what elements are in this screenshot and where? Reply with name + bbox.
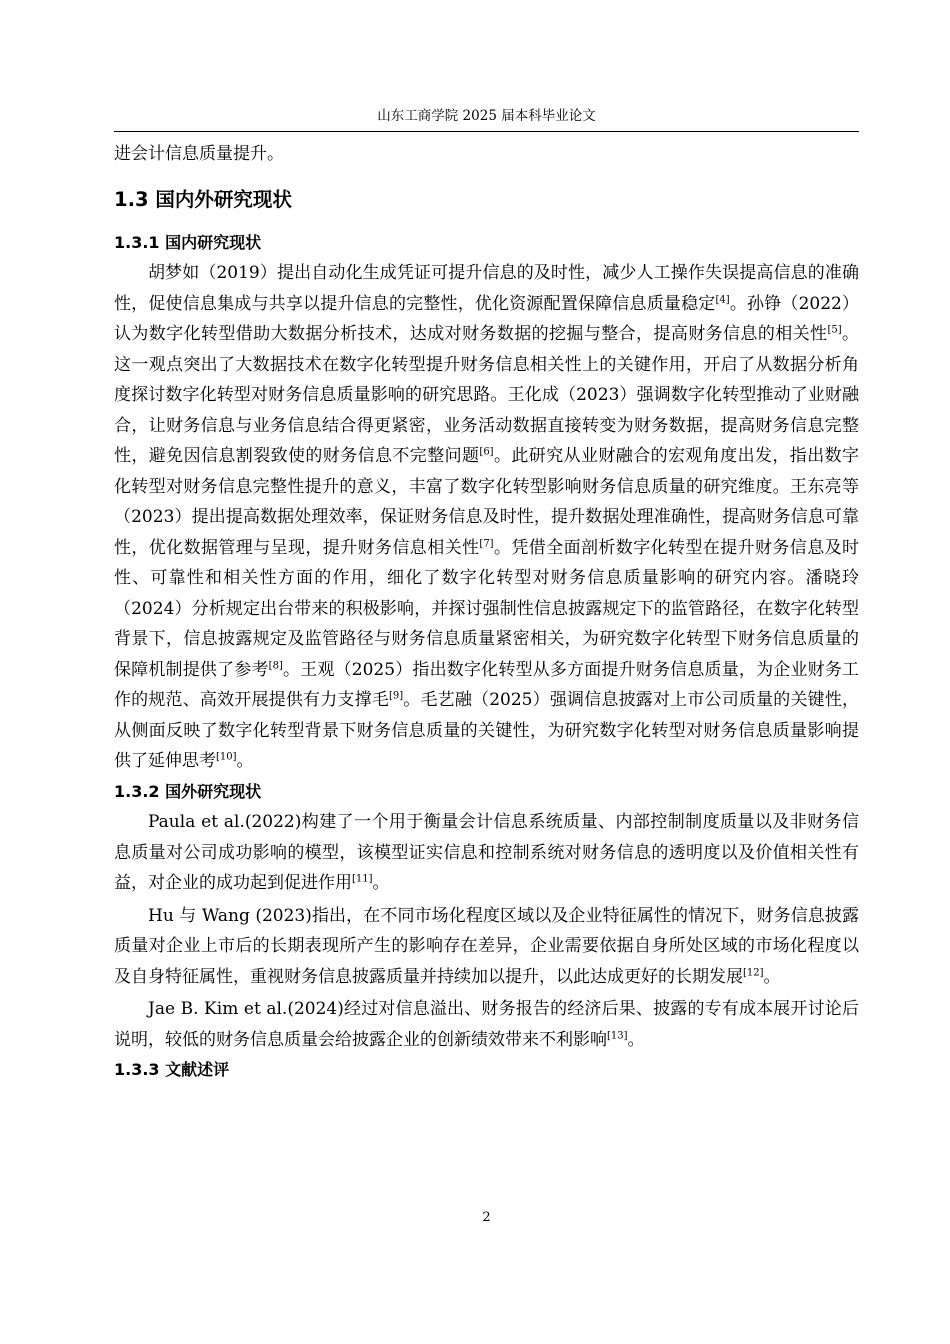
section-heading: 1.3 国内外研究现状 (114, 187, 292, 211)
page-number: 2 (482, 1210, 491, 1225)
text-run: 。毛艺融（2025）强调信息披露对上市公司质量的关键性，从侧面反映了数字化转型背景下财务信息质量的关键性，为研究数字化转型对财务信息质量影响提供了延伸思考 (114, 690, 859, 771)
text-run: 。此研究从业财融合的宏观角度出发，指出数字化转型对财务信息完整性提升的意义，丰富了数字化转型影响财务信息质量的研究维度。王东亮等（2023）提出提高数据处理效率，保证财务信息及时性，提升数据处理准确性，提高财务信息可靠性，优化数据管理与呈现，提升财务信息相关性 (114, 446, 860, 558)
citation-13: [13] (607, 1029, 628, 1041)
domestic-heading: 1.3.1 国内研究现状 (114, 232, 262, 252)
citation-10: [10] (216, 751, 237, 763)
review-heading: 1.3.3 文献述评 (114, 1060, 230, 1079)
citation-5: [5] (827, 324, 842, 336)
foreign-heading: 1.3.2 国外研究现状 (114, 781, 262, 801)
citation-4: [4] (715, 293, 730, 305)
text-run: 。 (236, 751, 254, 771)
kim-paragraph (114, 994, 859, 1055)
text-run: 。王观（2025）指出数字化转型从多方面提升财务信息质量，为企业财务工作的规范、高效开展提供有力支撑毛 (114, 659, 860, 710)
text-run: 。这一观点突出了大数据技术在数字化转型提升财务信息相关性上的关键作用，开启了从数据分析角度探讨数字化转型对财务信息质量影响的研究思路。王化成（2023）强调数字化转型推动了业财融合，让财务信息与业务信息结合得更紧密，业务活动数据直接转变为财务数据，提高财务信息完整性，避免因信息割裂致使的财务信息不完整问题 (114, 324, 860, 466)
paula-paragraph (114, 807, 859, 899)
citation-7: [7] (479, 537, 494, 549)
text-run: 胡梦如（2019）提出自动化生成凭证可提升信息的及时性，减少人工操作失误提高信息的准确性，促使信息集成与共享以提升信息的完整性，优化资源配置保障信息质量稳定 (114, 263, 859, 314)
citation-6: [6] (479, 446, 494, 458)
text-run: Paula et al.(2022)构建了一个用于衡量会计信息系统质量、内部控制制度质量以及非财务信息质量对公司成功影响的模型，该模型证实信息和控制系统对财务信息的透明度以及价值相关性有益，对企业的成功起到促进作用 (114, 812, 859, 893)
text-run: Hu 与 Wang (2023)指出，在不同市场化程度区域以及企业特征属性的情况下，财务信息披露质量对企业上市后的长期表现所产生的影响存在差异，企业需要依据自身所处区域的市场化程度以及自身特征属性，重视财务信息披露质量并持续加以提升，以此达成更好的长期发展 (114, 905, 859, 987)
citation-8: [8] (268, 659, 283, 671)
text-run: Jae B. Kim et al.(2024)经过对信息溢出、财务报告的经济后果、披露的专有成本展开讨论后说明，较低的财务信息质量会给披露企业的创新绩效带来不利影响 (114, 999, 859, 1050)
text-run: 。 (372, 873, 390, 893)
citation-12: [12] (743, 966, 764, 978)
citation-11: [11] (352, 873, 373, 885)
header-rule (114, 131, 859, 132)
hu-wang-paragraph (114, 901, 859, 993)
domestic-paragraph (114, 258, 859, 777)
text-run: 。孙铮（2022）认为数字化转型借助大数据分析技术，达成对财务数据的挖掘与整合，提高财务信息的相关性 (114, 293, 860, 344)
text-run: 。 (763, 966, 781, 987)
text-run: 。凭借全面剖析数字化转型在提升财务信息及时性、可靠性和相关性方面的作用，细化了数字化转型对财务信息质量影响的研究内容。潘晓玲（2024）分析规定出台带来的积极影响，并探讨强制性信息披露规定下的监管路径，在数字化转型背景下，信息披露规定及监管路径与财务信息质量紧密相关，为研究数字化转型下财务信息质量的保障机制提供了参考 (114, 537, 860, 680)
page-body (114, 139, 859, 1086)
citation-9: [9] (388, 690, 404, 702)
running-header: 山东工商学院 2025 届本科毕业论文 (377, 108, 596, 124)
text-run: 。 (627, 1029, 645, 1050)
continuation-text: 进会计信息质量提升。 (114, 144, 284, 164)
